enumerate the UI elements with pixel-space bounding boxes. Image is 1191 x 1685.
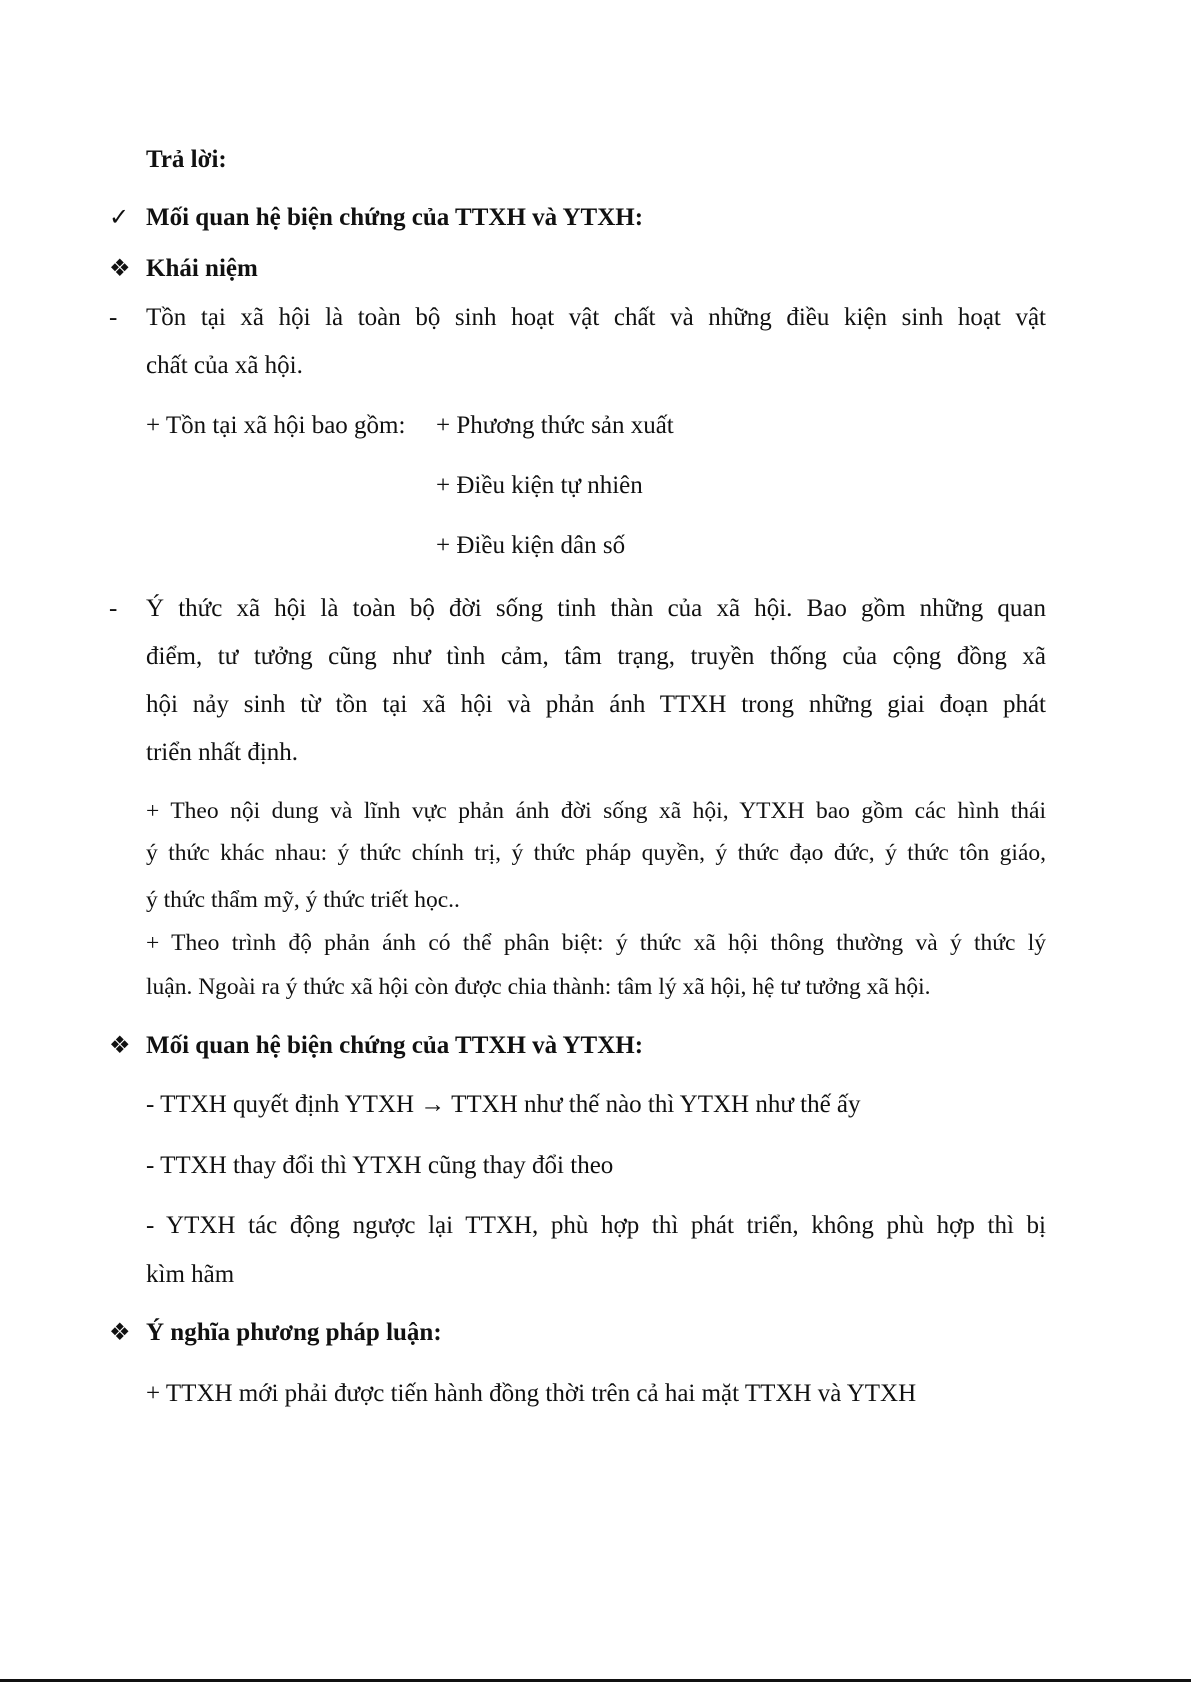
relation-item-1-part-b: TTXH như thế nào thì YTXH như thế ấy (451, 1091, 861, 1118)
ttxh-definition-line-1: Tồn tại xã hội là toàn bộ sinh hoạt vật chất và những điều kiện sinh hoạt vật (146, 304, 1046, 331)
relation-item-3-line-1: - YTXH tác động ngược lại TTXH, phù hợp thì phát triển, không phù hợp thì bị (146, 1212, 1046, 1239)
relation-item-1-part-a: - TTXH quyết định YTXH (146, 1091, 415, 1118)
ttxh-include-item: + Phương thức sản xuất (436, 412, 674, 439)
ttxh-include-item: + Điều kiện tự nhiên (436, 472, 643, 499)
ytxh-definition-line: hội nảy sinh từ tồn tại xã hội và phản ánh TTXH trong những giai đoạn phát (146, 691, 1046, 718)
dash-marker: - (109, 304, 118, 331)
content-classification-line: ý thức khác nhau: ý thức chính trị, ý thức pháp quyền, ý thức đạo đức, ý thức tôn giáo, (146, 840, 1046, 866)
content-classification-line: + Theo nội dung và lĩnh vực phản ánh đời sống xã hội, YTXH bao gồm các hình thái (146, 798, 1046, 824)
relation-heading: Mối quan hệ biện chứng của TTXH và YTXH: (146, 1032, 644, 1059)
relation-item-3-line-2: kìm hãm (146, 1261, 235, 1288)
ttxh-include-item: + Điều kiện dân số (436, 532, 626, 559)
diamond-bullet-icon: ❖ (109, 256, 131, 282)
page-bottom-rule (0, 1679, 1191, 1682)
relation-item-2: - TTXH thay đổi thì YTXH cũng thay đổi theo (146, 1152, 614, 1179)
right-arrow-icon: → (420, 1091, 446, 1118)
ytxh-definition-line: điểm, tư tưởng cũng như tình cảm, tâm trạng, truyền thống của cộng đồng xã (146, 643, 1046, 670)
diamond-bullet-icon: ❖ (109, 1320, 131, 1346)
diamond-bullet-icon: ❖ (109, 1033, 131, 1059)
ttxh-includes-label: + Tồn tại xã hội bao gồm: (146, 412, 406, 439)
level-classification-line: luận. Ngoài ra ý thức xã hội còn được chia thành: tâm lý xã hội, hệ tư tưởng xã hội. (146, 974, 931, 1000)
relation-item-1 (146, 1090, 861, 1120)
content-classification-line: ý thức thẩm mỹ, ý thức triết học.. (146, 887, 460, 913)
check-icon: ✓ (109, 205, 130, 231)
dash-marker: - (109, 595, 118, 622)
level-classification-line: + Theo trình độ phản ánh có thể phân biệt: ý thức xã hội thông thường và ý thức lý (146, 930, 1046, 956)
meaning-heading: Ý nghĩa phương pháp luận: (146, 1319, 442, 1346)
ytxh-definition-line: Ý thức xã hội là toàn bộ đời sống tinh thàn của xã hội. Bao gồm những quan (146, 595, 1046, 622)
answer-label: Trả lời: (146, 146, 227, 173)
ytxh-definition-line: triển nhất định. (146, 739, 299, 766)
ttxh-definition-line-2: chất của xã hội. (146, 352, 303, 379)
concept-heading: Khái niệm (146, 255, 258, 282)
main-heading: Mối quan hệ biện chứng của TTXH và YTXH: (146, 204, 644, 231)
meaning-item-1: + TTXH mới phải được tiến hành đồng thời trên cả hai mặt TTXH và YTXH (146, 1380, 917, 1407)
